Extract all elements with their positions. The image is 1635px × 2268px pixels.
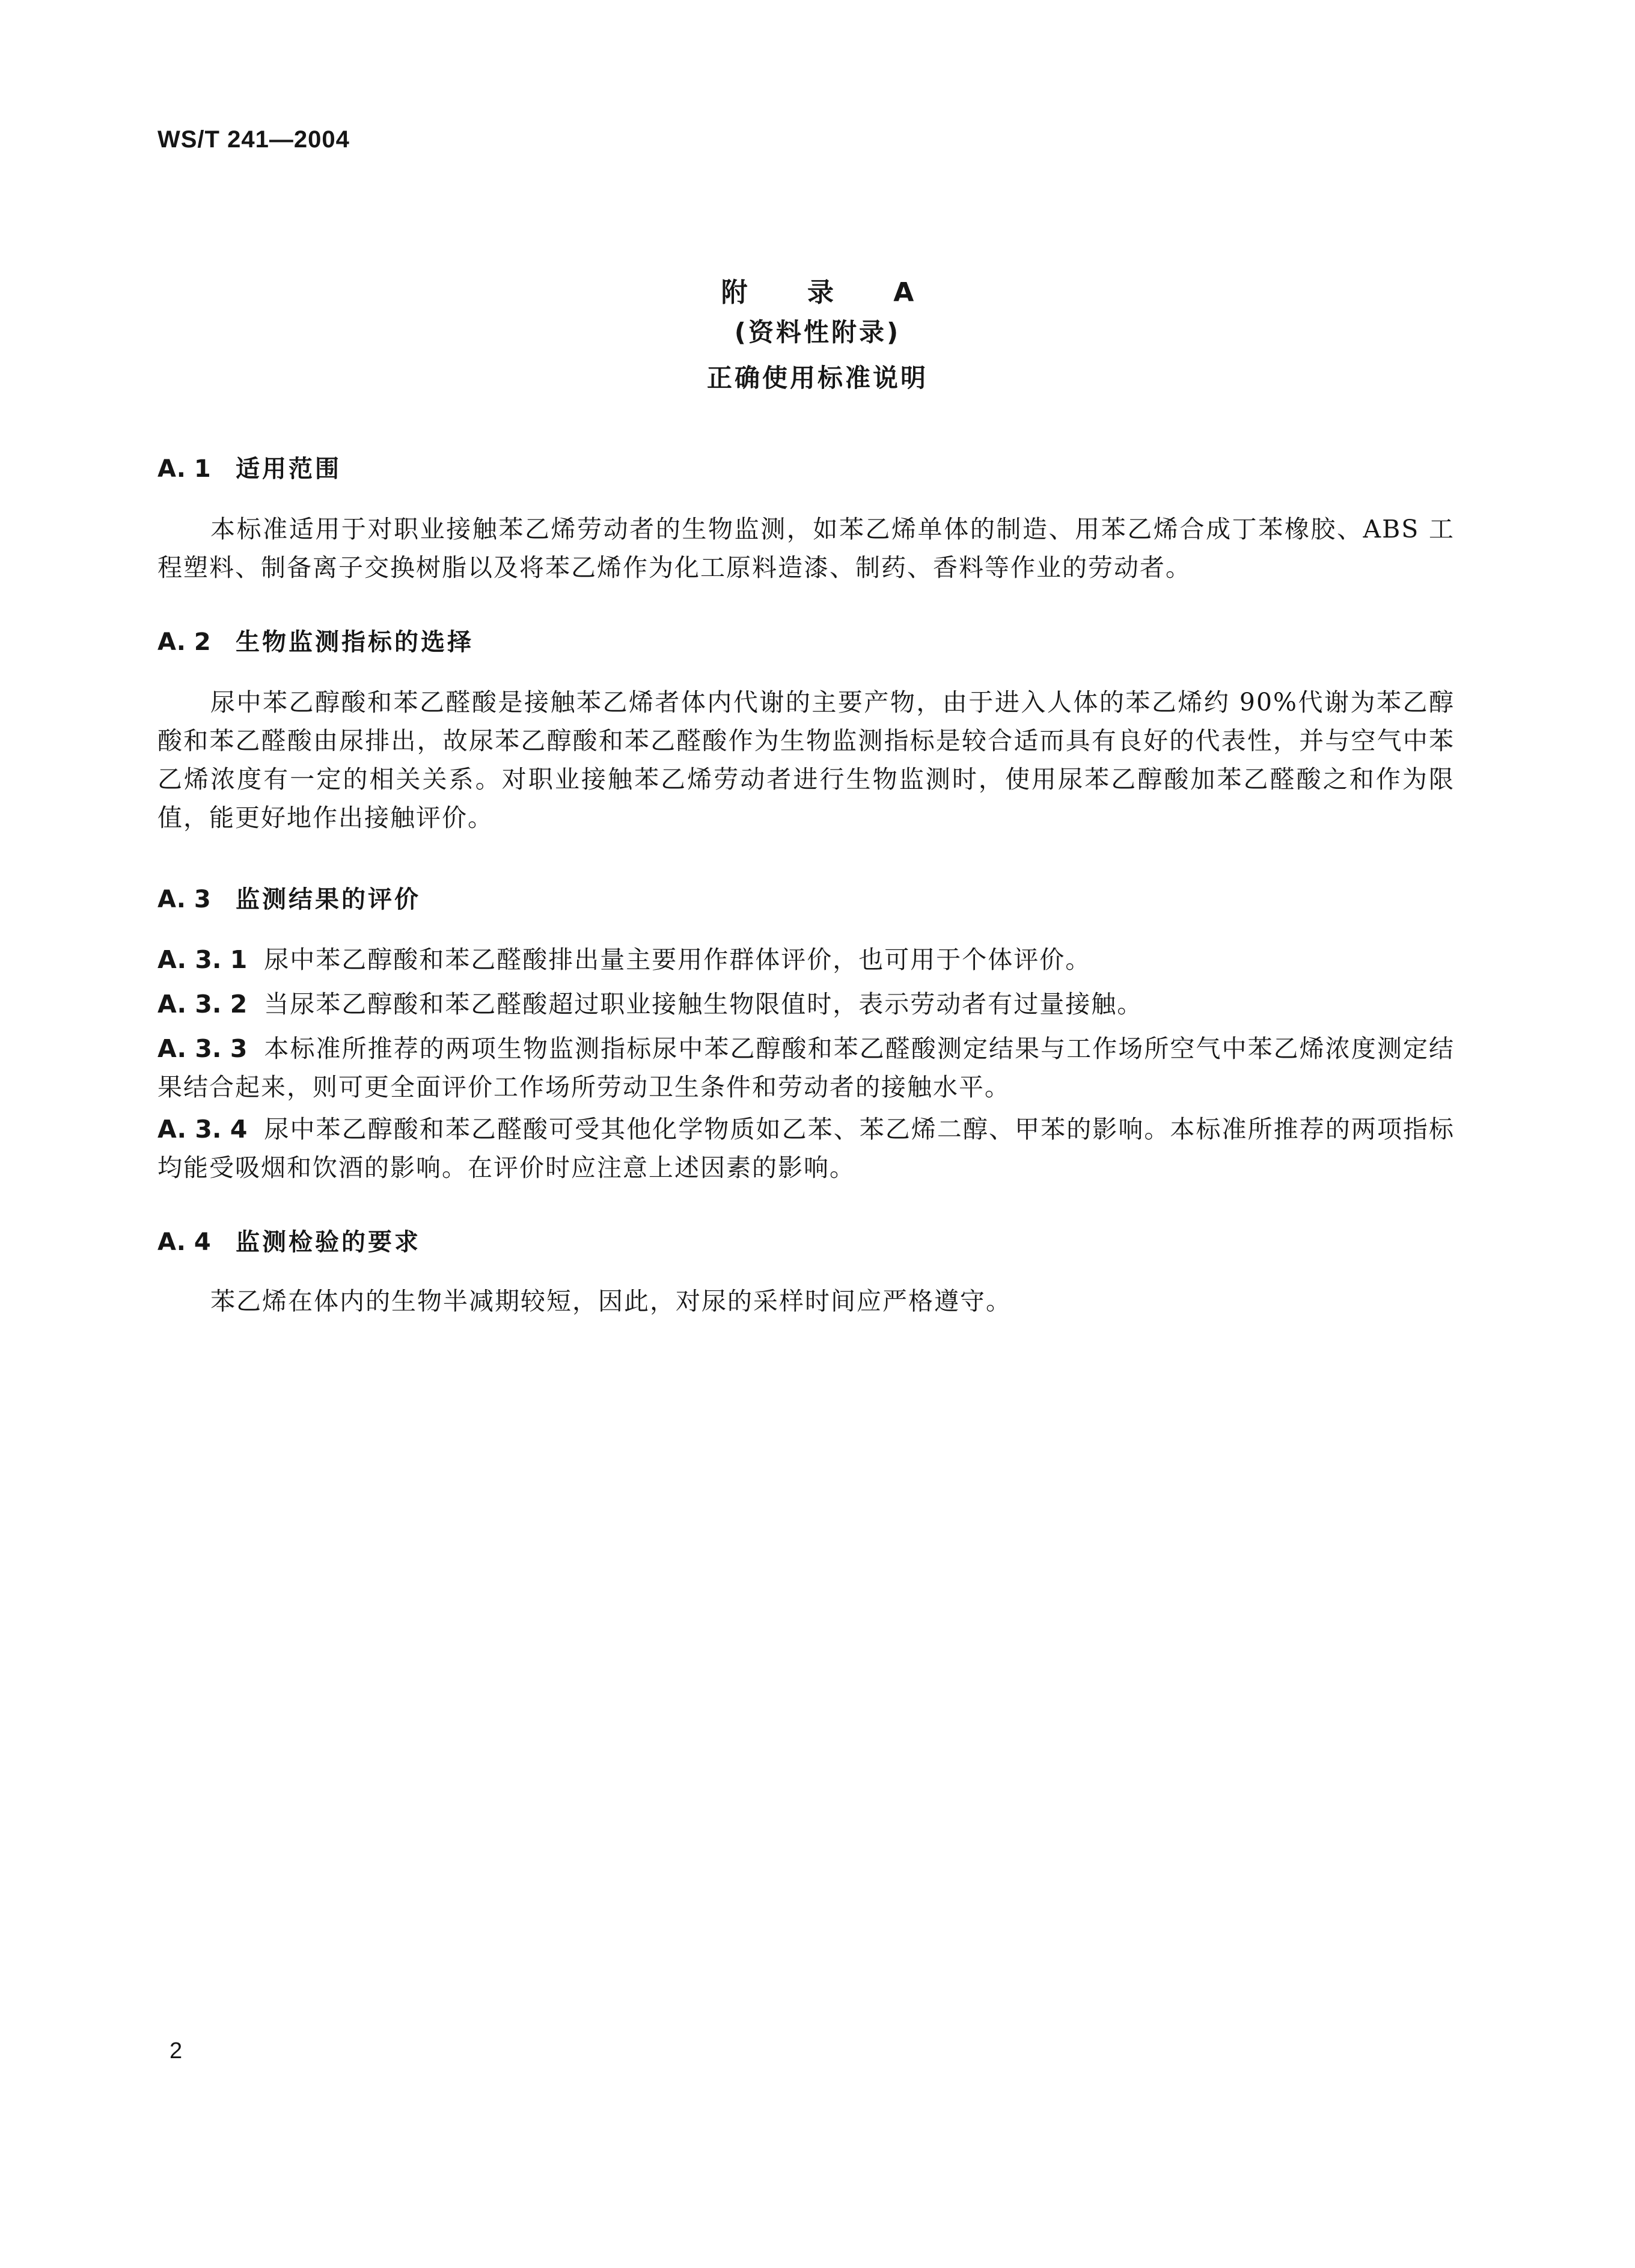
section-number: A. 4	[157, 1228, 211, 1256]
standard-code: WS/T 241—2004	[157, 126, 350, 153]
section-heading-a1	[157, 450, 341, 484]
subsection-text: 当尿苯乙醇酸和苯乙醛酸超过职业接触生物限值时，表示劳动者有过量接触。	[264, 990, 1143, 1019]
section-heading-a2	[157, 623, 474, 657]
section-title: 监测结果的评价	[236, 886, 421, 913]
page-number: 2	[170, 2038, 183, 2064]
section-body-a2: 尿中苯乙醇酸和苯乙醛酸是接触苯乙烯者体内代谢的主要产物，由于进入人体的苯乙烯约 90%代谢为苯乙醇酸和苯乙醛酸由尿排出，故尿苯乙醇酸和苯乙醛酸作为生物监测指标是较合适而具有良好的代表性，并与空气中苯乙烯浓度有一定的相关关系。对职业接触苯乙烯劳动者进行生物监测时，使用尿苯乙醇酸加苯乙醛酸之和作为限值，能更好地作出接触评价。	[157, 688, 1455, 832]
subsection-number: A. 3. 2	[157, 990, 248, 1019]
subsection-number: A. 3. 1	[157, 945, 248, 974]
subsection-text: 本标准所推荐的两项生物监测指标尿中苯乙醇酸和苯乙醛酸测定结果与工作场所空气中苯乙烯浓度测定结果结合起来，则可更全面评价工作场所劳动卫生条件和劳动者的接触水平。	[157, 1034, 1455, 1102]
section-body-a4: 苯乙烯在体内的生物半减期较短，因此，对尿的采样时间应严格遵守。	[210, 1287, 1012, 1316]
subsection-text: 尿中苯乙醇酸和苯乙醛酸排出量主要用作群体评价，也可用于个体评价。	[264, 945, 1092, 974]
appendix-type: (资料性附录)	[734, 317, 901, 347]
section-number: A. 1	[157, 455, 211, 483]
section-body-a1: 本标准适用于对职业接触苯乙烯劳动者的生物监测，如苯乙烯单体的制造、用苯乙烯合成丁苯橡胶、ABS 工程塑料、制备离子交换树脂以及将苯乙烯作为化工原料造漆、制药、香料等作业的劳动者。	[157, 515, 1455, 582]
section-title: 生物监测指标的选择	[236, 628, 474, 656]
subsection-number: A. 3. 3	[157, 1034, 248, 1063]
subsection-a3-4	[157, 1110, 1455, 1187]
section-heading-a4	[157, 1223, 421, 1257]
subsection-text: 尿中苯乙醇酸和苯乙醛酸可受其他化学物质如乙苯、苯乙烯二醇、甲苯的影响。本标准所推荐的两项指标均能受吸烟和饮酒的影响。在评价时应注意上述因素的影响。	[157, 1115, 1455, 1182]
subsection-a3-1	[157, 940, 1455, 979]
section-title: 监测检验的要求	[236, 1228, 421, 1256]
section-number: A. 3	[157, 886, 211, 913]
section-heading-a3	[157, 880, 421, 915]
subsection-a3-3	[157, 1029, 1455, 1106]
subsection-a3-2	[157, 985, 1455, 1023]
appendix-letter: 附 录 A	[721, 277, 940, 308]
section-title: 适用范围	[236, 455, 341, 483]
appendix-title: 正确使用标准说明	[706, 363, 928, 393]
section-number: A. 2	[157, 628, 211, 656]
subsection-number: A. 3. 4	[157, 1115, 248, 1144]
